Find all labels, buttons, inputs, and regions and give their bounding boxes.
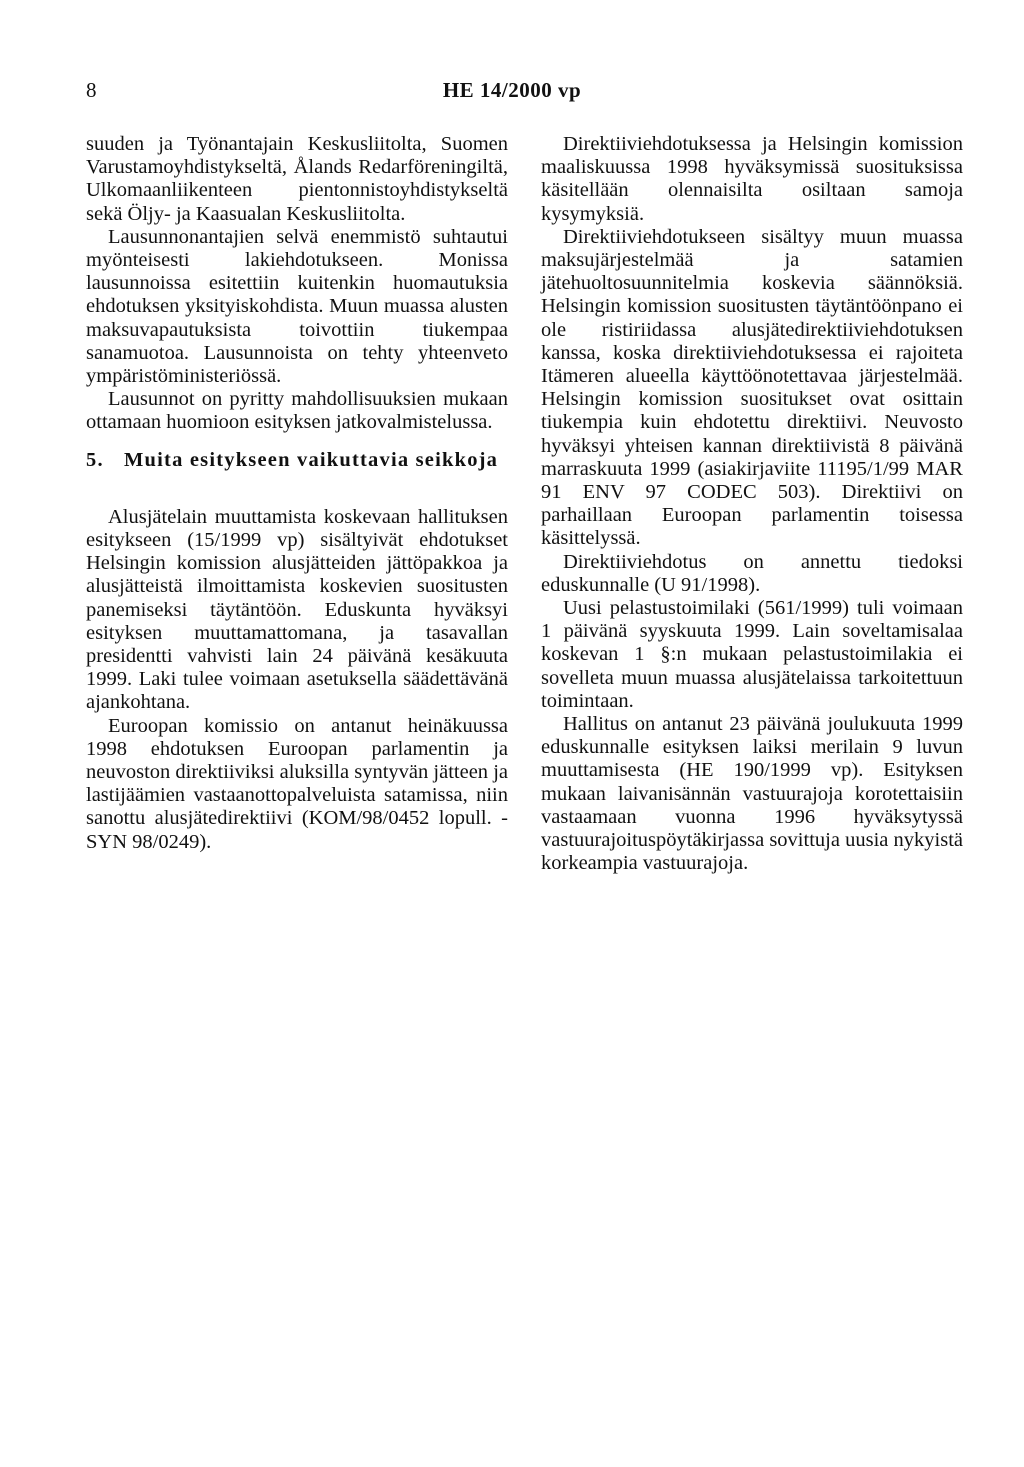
paragraph: Alusjätelain muuttamista koskevaan hallituksen esitykseen (15/1999 vp) sisältyivät ehdotukset Helsingin komission alusjätteiden jättöpakkoa ja alusjätteistä ilmoittamista koskevien suositusten panemiseksi täytäntöön. Eduskunta hyväksyi esityksen muuttamattomana, ja tasavallan presidentti vahvisti lain 24 päivänä kesäkuuta 1999. Laki tulee voimaan asetuksella säädettävänä ajankohtana. [86, 505, 508, 714]
paragraph: Direktiiviehdotukseen sisältyy muun muassa maksujärjestelmää ja satamien jätehuoltosuunnitelmia koskevia säännöksiä. Helsingin komission suositusten täytäntöönpano ei ole ristiriidassa alusjätedirektiiviehdotuksen kanssa, koska direktiiviehdotuksessa ei rajoiteta Itämeren alueella käyttöönotettavaa järjestelmää. Helsingin komission suositukset ovat osittain tiukempia kuin ehdotettu direktiivi. Neuvosto hyväksyi yhteisen kannan direktiivistä 8 päivänä marraskuuta 1999 (asiakirjaviite 11195/1/99 MAR 91 ENV 97 CODEC 503). Direktiivi on parhaillaan Euroopan parlamentin toisessa käsittelyssä. [541, 225, 963, 550]
paragraph: Lausunnonantajien selvä enemmistö suhtautui myönteisesti lakiehdotukseen. Monissa lausunnoissa esitettiin kuitenkin huomautuksia ehdotuksen yksityiskohdista. Muun muassa alusten maksuvapautuksista toivottiin tiukempaa sanamuotoa. Lausunnoista on tehty yhteenveto ympäristöministeriössä. [86, 225, 508, 388]
paragraph: Lausunnot on pyritty mahdollisuuksien mukaan ottamaan huomioon esityksen jatkovalmistelussa. [86, 388, 508, 434]
paragraph: Euroopan komissio on antanut heinäkuussa 1998 ehdotuksen Euroopan parlamentin ja neuvoston direktiiviksi aluksilla syntyvän jätteen ja lastijäämien vastaanottopalveluista satamissa, niin sanottu alusjätedirektiivi (KOM/98/0452 lopull. - SYN 98/0249). [86, 714, 508, 853]
right-column [541, 133, 963, 876]
paragraph: Uusi pelastustoimilaki (561/1999) tuli voimaan 1 päivänä syyskuuta 1999. Lain soveltamisalaa koskevan 1 §:n mukaan pelastustoimilakia ei sovelleta muun muassa alusjätelaissa tarkoitettuun toimintaan. [541, 597, 963, 712]
paragraph: suuden ja Työnantajain Keskusliitolta, Suomen Varustamoyhdistykseltä, Ålands Redarföreningiltä, Ulkomaanliikenteen pientonnistoyhdistykseltä sekä Öljy- ja Kaasualan Keskusliitolta. [86, 133, 508, 225]
left-column [86, 133, 508, 854]
running-head: HE 14/2000 vp [442, 78, 582, 102]
paragraph: Direktiiviehdotus on annettu tiedoksi eduskunnalle (U 91/1998). [541, 550, 963, 596]
section-number: 5. [86, 448, 104, 471]
section-title: Muita esitykseen vaikuttavia seikkoja [124, 448, 499, 471]
paragraph: Direktiiviehdotuksessa ja Helsingin komission maaliskuussa 1998 hyväksymissä suosituksissa käsitellään olennaisilta osiltaan samoja kysymyksiä. [541, 133, 963, 225]
page-number: 8 [86, 78, 97, 102]
section-heading [86, 449, 508, 472]
paragraph: Hallitus on antanut 23 päivänä joulukuuta 1999 eduskunnalle esityksen laiksi merilain 9 luvun muuttamisesta (HE 190/1999 vp). Esityksen mukaan laivanisännän vastuurajoja korotettaisiin vastaamaan vuonna 1996 hyväksytyssä vastuurajoituspöytäkirjassa sovittuja uusia nykyistä korkeampia vastuurajoja. [541, 713, 963, 875]
